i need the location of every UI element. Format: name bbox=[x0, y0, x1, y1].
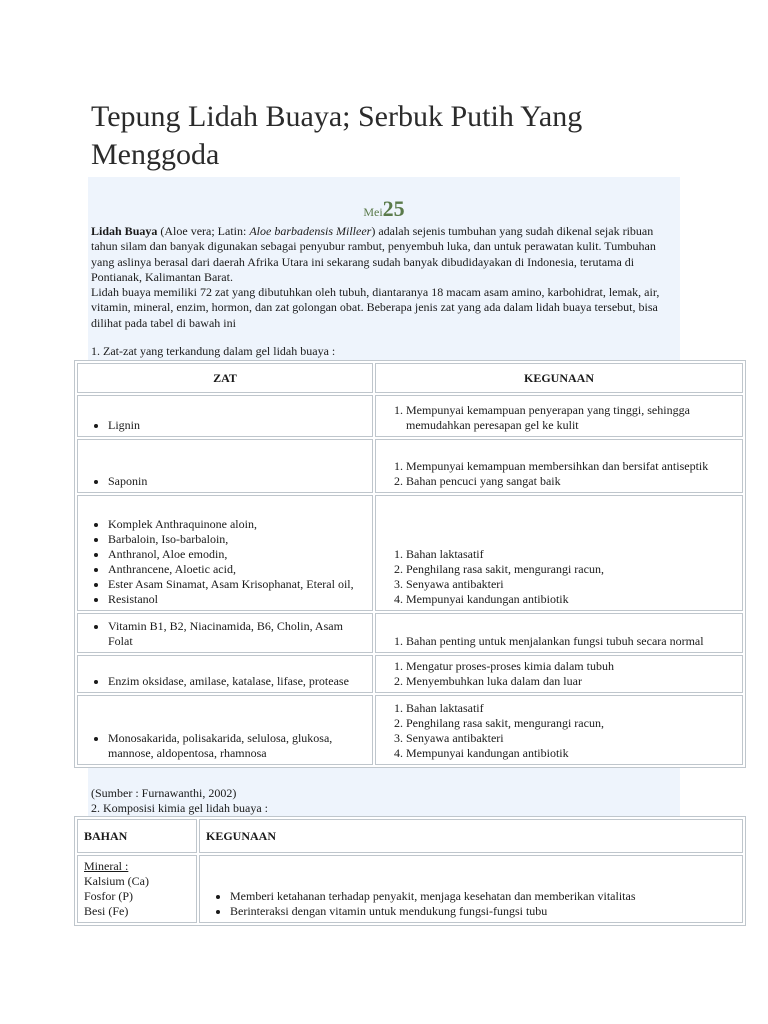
list-item: • Saponin bbox=[108, 474, 366, 489]
list-item: 2. Bahan pencuci yang sangat baik bbox=[406, 474, 736, 489]
header-kegunaan: KEGUNAAN bbox=[199, 819, 743, 853]
list-item: Kalsium (Ca) bbox=[84, 874, 149, 888]
header-bahan: BAHAN bbox=[77, 819, 197, 853]
list-item: Fosfor (P) bbox=[84, 889, 134, 903]
page-title: Tepung Lidah Buaya; Serbuk Putih Yang Menggoda bbox=[91, 100, 583, 171]
list-item: 3. Senyawa antibakteri bbox=[406, 577, 736, 592]
table2-caption: 2. Komposisi kimia gel lidah buaya : bbox=[91, 801, 268, 815]
list-item: • Komplek Anthraquinone aloin, bbox=[108, 517, 366, 532]
table-row bbox=[77, 613, 743, 653]
list-item: 3. Senyawa antibakteri bbox=[406, 731, 736, 746]
table-row bbox=[77, 395, 743, 437]
intro-latin-name: Aloe barbadensis Milleer bbox=[249, 224, 372, 238]
table1-caption: 1. Zat-zat yang terkandung dalam gel lidah buaya : bbox=[91, 344, 336, 358]
list-item: • Memberi ketahanan terhadap penyakit, menjaga kesehatan dan memberikan vitalitas bbox=[230, 889, 736, 904]
kegunaan-cell bbox=[199, 855, 743, 923]
list-item: • Anthranol, Aloe emodin, bbox=[108, 547, 366, 562]
kegunaan-cell bbox=[375, 495, 743, 611]
list-item: 1. Bahan laktasatif bbox=[406, 547, 736, 562]
table-header-row bbox=[77, 363, 743, 393]
zat-cell bbox=[77, 439, 373, 493]
date-day: 25 bbox=[382, 196, 405, 221]
kegunaan-cell bbox=[375, 613, 743, 653]
list-item: 4. Mempunyai kandungan antibiotik bbox=[406, 592, 736, 607]
list-item: 2. Penghilang rasa sakit, mengurangi racun, bbox=[406, 562, 736, 577]
list-item: 4. Mempunyai kandungan antibiotik bbox=[406, 746, 736, 761]
date-month: Mei bbox=[363, 205, 383, 219]
header-zat: ZAT bbox=[77, 363, 373, 393]
list-item: • Barbaloin, Iso-barbaloin, bbox=[108, 532, 366, 547]
kegunaan-cell bbox=[375, 395, 743, 437]
intro-term: Lidah Buaya bbox=[91, 224, 158, 238]
list-item: Besi (Fe) bbox=[84, 904, 129, 918]
table-row bbox=[77, 655, 743, 693]
kegunaan-cell bbox=[375, 655, 743, 693]
list-item: • Vitamin B1, B2, Niacinamida, B6, Cholin, Asam Folat bbox=[108, 619, 366, 649]
table1-source: (Sumber : Furnawanthi, 2002) bbox=[91, 786, 237, 800]
list-item: 1. Mengatur proses-proses kimia dalam tubuh bbox=[406, 659, 736, 674]
table-komposisi-kimia bbox=[74, 816, 746, 926]
list-item: 1. Bahan laktasatif bbox=[406, 701, 736, 716]
intro-paragraph-2: Lidah buaya memiliki 72 zat yang dibutuhkan oleh tubuh, diantaranya 18 macam asam amino, karbohidrat, lemak, air, vitamin, mineral, enzim, hormon, dan zat golongan obat. Beberapa jenis zat yang ada dalam lidah buaya tersebut, bisa dilihat pada tabel di bawah ini bbox=[91, 285, 660, 330]
list-item: 1. Mempunyai kemampuan penyerapan yang tinggi, sehingga memudahkan peresapan gel ke kulit bbox=[406, 403, 736, 433]
bahan-cell bbox=[77, 855, 197, 923]
intro-text-b: ) adalah sejenis tumbuhan yang sudah dikenal sejak ribuan tahun silam dan banyak digunakan sebagai penyubur rambut, penyembuh luka, dan untuk perawatan kulit. Tumbuhan yang aslinya berasal dari daerah Afrika Utara ini sekarang sudah banyak dibudidayakan di Indonesia, terutama di Pontianak, Kalimantan Barat. bbox=[91, 224, 656, 284]
list-item: 1. Bahan penting untuk menjalankan fungsi tubuh secara normal bbox=[406, 634, 736, 649]
list-item: 2. Penghilang rasa sakit, mengurangi racun, bbox=[406, 716, 736, 731]
zat-cell bbox=[77, 695, 373, 765]
list-item: • Enzim oksidase, amilase, katalase, lifase, protease bbox=[108, 674, 366, 689]
list-item: • Resistanol bbox=[108, 592, 366, 607]
table-header-row bbox=[77, 819, 743, 853]
kegunaan-cell bbox=[375, 439, 743, 493]
zat-cell bbox=[77, 395, 373, 437]
header-kegunaan: KEGUNAAN bbox=[375, 363, 743, 393]
table-row bbox=[77, 495, 743, 611]
list-item: • Berinteraksi dengan vitamin untuk mendukung fungsi-fungsi tubu bbox=[230, 904, 736, 919]
list-item: 1. Mempunyai kemampuan membersihkan dan bersifat antiseptik bbox=[406, 459, 736, 474]
zat-cell bbox=[77, 655, 373, 693]
zat-cell bbox=[77, 495, 373, 611]
list-item: • Monosakarida, polisakarida, selulosa, glukosa, mannose, aldopentosa, rhamnosa bbox=[108, 731, 366, 761]
list-item: • Anthrancene, Aloetic acid, bbox=[108, 562, 366, 577]
table-row bbox=[77, 439, 743, 493]
intro-text bbox=[91, 224, 671, 331]
intro-text-a: (Aloe vera; Latin: bbox=[157, 224, 250, 238]
table-row bbox=[77, 695, 743, 765]
post-date bbox=[88, 196, 680, 222]
list-item: • Lignin bbox=[108, 418, 366, 433]
zat-cell bbox=[77, 613, 373, 653]
list-item: 2. Menyembuhkan luka dalam dan luar bbox=[406, 674, 736, 689]
mineral-heading: Mineral : bbox=[84, 859, 129, 873]
table-zat-kegunaan bbox=[74, 360, 746, 768]
kegunaan-cell bbox=[375, 695, 743, 765]
intro-paragraph-1 bbox=[91, 224, 671, 285]
list-item: • Ester Asam Sinamat, Asam Krisophanat, Eteral oil, bbox=[108, 577, 366, 592]
table-row bbox=[77, 855, 743, 923]
